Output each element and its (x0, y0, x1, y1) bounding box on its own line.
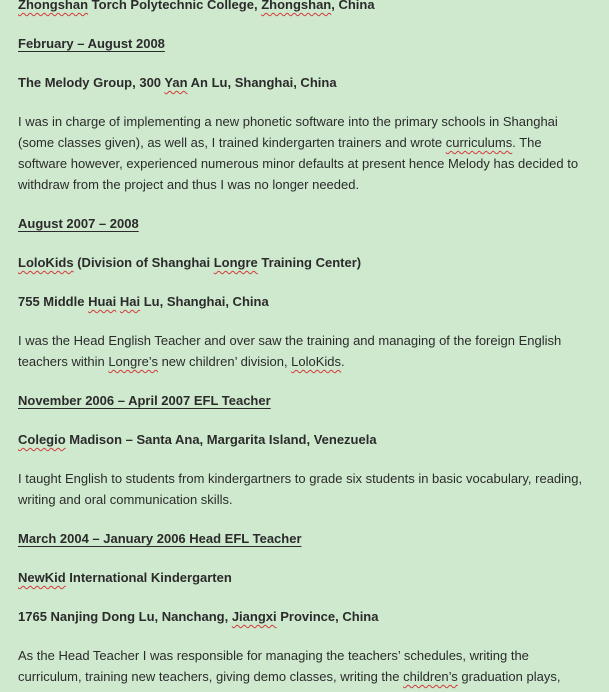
paragraph-spacing (18, 15, 590, 33)
text-run: (Division of Shanghai (73, 255, 214, 270)
text-run-group (18, 531, 302, 546)
paragraph-spacing (18, 450, 590, 468)
body-paragraph (18, 330, 590, 372)
paragraph-spacing (18, 273, 590, 291)
text-run: 1765 Nanjing Dong Lu, Nanchang, (18, 609, 232, 624)
paragraph-spacing (18, 195, 590, 213)
text-run: I taught English to students from kindergartners to grade six students in basic vocabulary, reading, writing and oral communication skills. (18, 471, 583, 507)
body-paragraph (18, 111, 590, 195)
paragraph-spacing (18, 627, 590, 645)
text-run: March 2004 – January 2006 Head EFL Teacher (18, 531, 302, 546)
text-run: Torch Polytechnic College, (88, 0, 262, 12)
misspelled-word: Zhongshan (261, 0, 332, 12)
paragraph-spacing (18, 312, 590, 330)
text-run: 755 Middle (18, 294, 89, 309)
text-run-group (18, 0, 375, 12)
text-run: . The software however, experienced numerous minor defaults at present hence Melody has decided to withdraw from the project and thus I was no longer needed. (18, 135, 579, 192)
paragraph-spacing (18, 588, 590, 606)
text-run: graduation plays, (457, 669, 561, 684)
misspelled-word: Hai (119, 294, 141, 309)
text-run: As the Head Teacher I was responsible for managing the teachers’ schedules, writing the curriculum, training new teachers, giving demo classes, writing the (18, 648, 529, 684)
body-paragraph (18, 468, 590, 510)
misspelled-word: Jiangxi (231, 609, 277, 624)
text-run: August 2007 – 2008 (18, 216, 139, 231)
text-run: February – August 2008 (18, 36, 165, 51)
text-run: I was the Head English Teacher and over saw the training and managing of the foreign English teachers within (18, 333, 562, 369)
text-run: Lu, Shanghai, China (140, 294, 269, 309)
document-page (18, 0, 590, 687)
text-run: Madison – Santa Ana, Margarita Island, Venezuela (65, 432, 377, 447)
section-date-heading (18, 390, 590, 411)
misspelled-word: curriculums (445, 135, 513, 150)
text-run-group (18, 333, 561, 369)
text-run-group (18, 216, 139, 231)
paragraph-spacing (18, 93, 590, 111)
paragraph-spacing (18, 372, 590, 390)
misspelled-word: Huai (88, 294, 117, 309)
paragraph-spacing (18, 510, 590, 528)
section-date-heading (18, 528, 590, 549)
text-run-group (18, 393, 271, 408)
text-run-group (18, 609, 378, 624)
body-paragraph (18, 645, 590, 687)
section-heading (18, 252, 590, 273)
text-run: Training Center) (257, 255, 362, 270)
text-run: I was in charge of implementing a new phonetic software into the primary schools in Shanghai (some classes given), as well as, I trained kindergarten trainers and wrote (18, 114, 558, 150)
section-heading (18, 72, 590, 93)
text-run: Province, China (276, 609, 379, 624)
misspelled-word: children’s (403, 669, 458, 684)
text-run: The Melody Group, 300 (18, 75, 165, 90)
text-run: , China (331, 0, 375, 12)
text-run-group (18, 471, 582, 507)
text-run-group (18, 255, 361, 270)
section-heading (18, 291, 590, 312)
text-run-group (18, 294, 269, 309)
text-run-group (18, 648, 560, 684)
misspelled-word: Yan (164, 75, 188, 90)
misspelled-word: NewKid (18, 570, 66, 585)
text-run: new children’ division, (157, 354, 292, 369)
text-run: International Kindergarten (65, 570, 232, 585)
misspelled-word: Longre (213, 255, 258, 270)
text-run-group (18, 432, 377, 447)
text-run: . (341, 354, 345, 369)
text-run-group (18, 114, 578, 192)
section-heading (18, 567, 590, 588)
text-run: An Lu, Shanghai, China (187, 75, 337, 90)
section-date-heading (18, 213, 590, 234)
paragraph-spacing (18, 234, 590, 252)
section-heading (18, 606, 590, 627)
section-heading (18, 0, 590, 15)
paragraph-spacing (18, 54, 590, 72)
misspelled-word: Zhongshan (18, 0, 89, 12)
misspelled-word: LoloKids (18, 255, 74, 270)
misspelled-word: LoloKids (291, 354, 342, 369)
section-date-heading (18, 33, 590, 54)
misspelled-word: Colegio (18, 432, 66, 447)
text-run-group (18, 570, 232, 585)
text-run-group (18, 75, 337, 90)
section-heading (18, 429, 590, 450)
misspelled-word: Longre’s (108, 354, 158, 369)
text-run: November 2006 – April 2007 EFL Teacher (18, 393, 271, 408)
paragraph-spacing (18, 411, 590, 429)
text-run-group (18, 36, 165, 51)
paragraph-spacing (18, 549, 590, 567)
